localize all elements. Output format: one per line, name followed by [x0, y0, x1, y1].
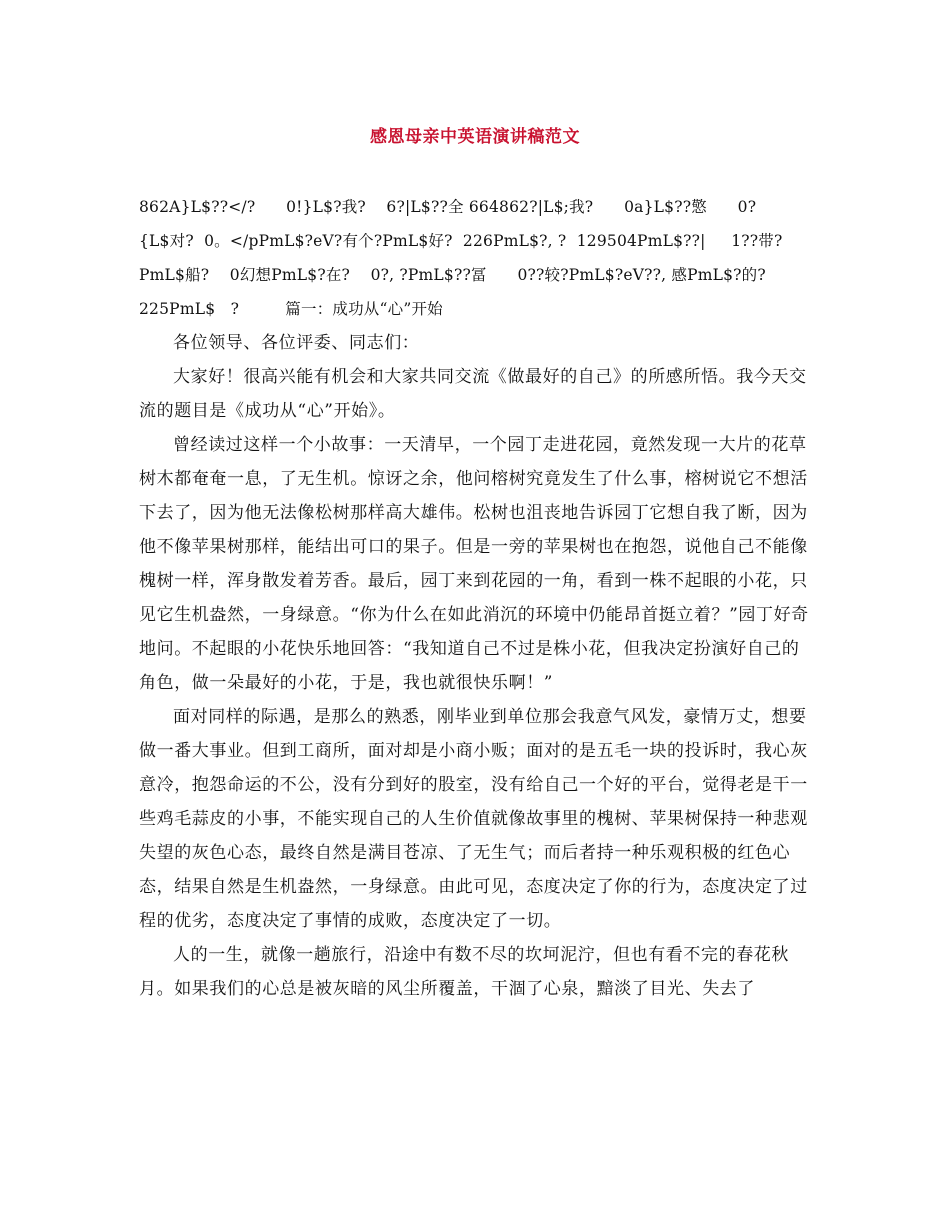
document-body — [139, 190, 815, 1006]
body-paragraph: 面对同样的际遇，是那么的熟悉，刚毕业到单位那会我意气风发，豪情万丈，想要做一番大事业。但到工商所，面对却是小商小贩；面对的是五毛一块的投诉时，我心灰意冷，抱怨命运的不公，没有分到好的股室，没有给自己一个好的平台，觉得老是干一些鸡毛蒜皮的小事，不能实现自己的人生价值就像故事里的槐树、苹果树保持一种悲观失望的灰色心态，最终自然是满目苍凉、了无生气；而后者持一种乐观积极的红色心态，结果自然是生机盎然，一身绿意。由此可见，态度决定了你的行为，态度决定了过程的优劣，态度决定了事情的成败，态度决定了一切。 — [139, 707, 808, 931]
body-paragraph: 曾经读过这样一个小故事：一天清早，一个园丁走进花园，竟然发现一大片的花草树木都奄奄一息，了无生机。惊讶之余，他问榕树究竟发生了什么事，榕树说它不想活下去了，因为他无法像松树那样高大雄伟。松树也沮丧地告诉园丁它想自我了断，因为他不像苹果树那样，能结出可口的果子。但是一旁的苹果树也在抱怨，说他自己不能像槐树一样，浑身散发着芳香。最后，园丁来到花园的一角，看到一株不起眼的小花，只见它生机盎然，一身绿意。“你为什么在如此消沉的环境中仍能昂首挺立着？”园丁好奇地问。不起眼的小花快乐地回答：“我知道自己不过是株小花，但我决定扮演好自己的角色，做一朵最好的小花，于是，我也就很快乐啊！” — [139, 435, 809, 693]
salutation-paragraph: 各位领导、各位评委、同志们： — [173, 333, 420, 353]
body-paragraph: 人的一生，就像一趟旅行，沿途中有数不尽的坎坷泥泞，但也有看不完的春花秋月。如果我们的心总是被灰暗的风尘所覆盖，干涸了心泉，黯淡了目光、失去了 — [139, 945, 789, 999]
garbled-text-line: {L$对? 0。</pPmL$?eV?有个?PmL$好? 226PmL$?, ? 129504PmL$??| 1??带? — [139, 232, 783, 250]
garbled-text-line: 862A}L$??</? 0!}L$?我? 6?|L$??全 664862?|L$;我? 0a}L$??憼 0? — [139, 198, 757, 216]
garbled-text-line: 225PmL$ ? 篇一：成功从“心”开始 — [139, 300, 443, 318]
body-paragraph: 大家好！很高兴能有机会和大家共同交流《做最好的自己》的所感所悟。我今天交流的题目是《成功从“心”开始》。 — [139, 367, 807, 421]
garbled-text-line: PmL$船? 0幻想PmL$?在? 0?, ?PmL$??冨 0??较?PmL$?eV??, 感PmL$?的? — [139, 266, 766, 284]
document-title: 感恩母亲中英语演讲稿范文 — [370, 127, 580, 147]
